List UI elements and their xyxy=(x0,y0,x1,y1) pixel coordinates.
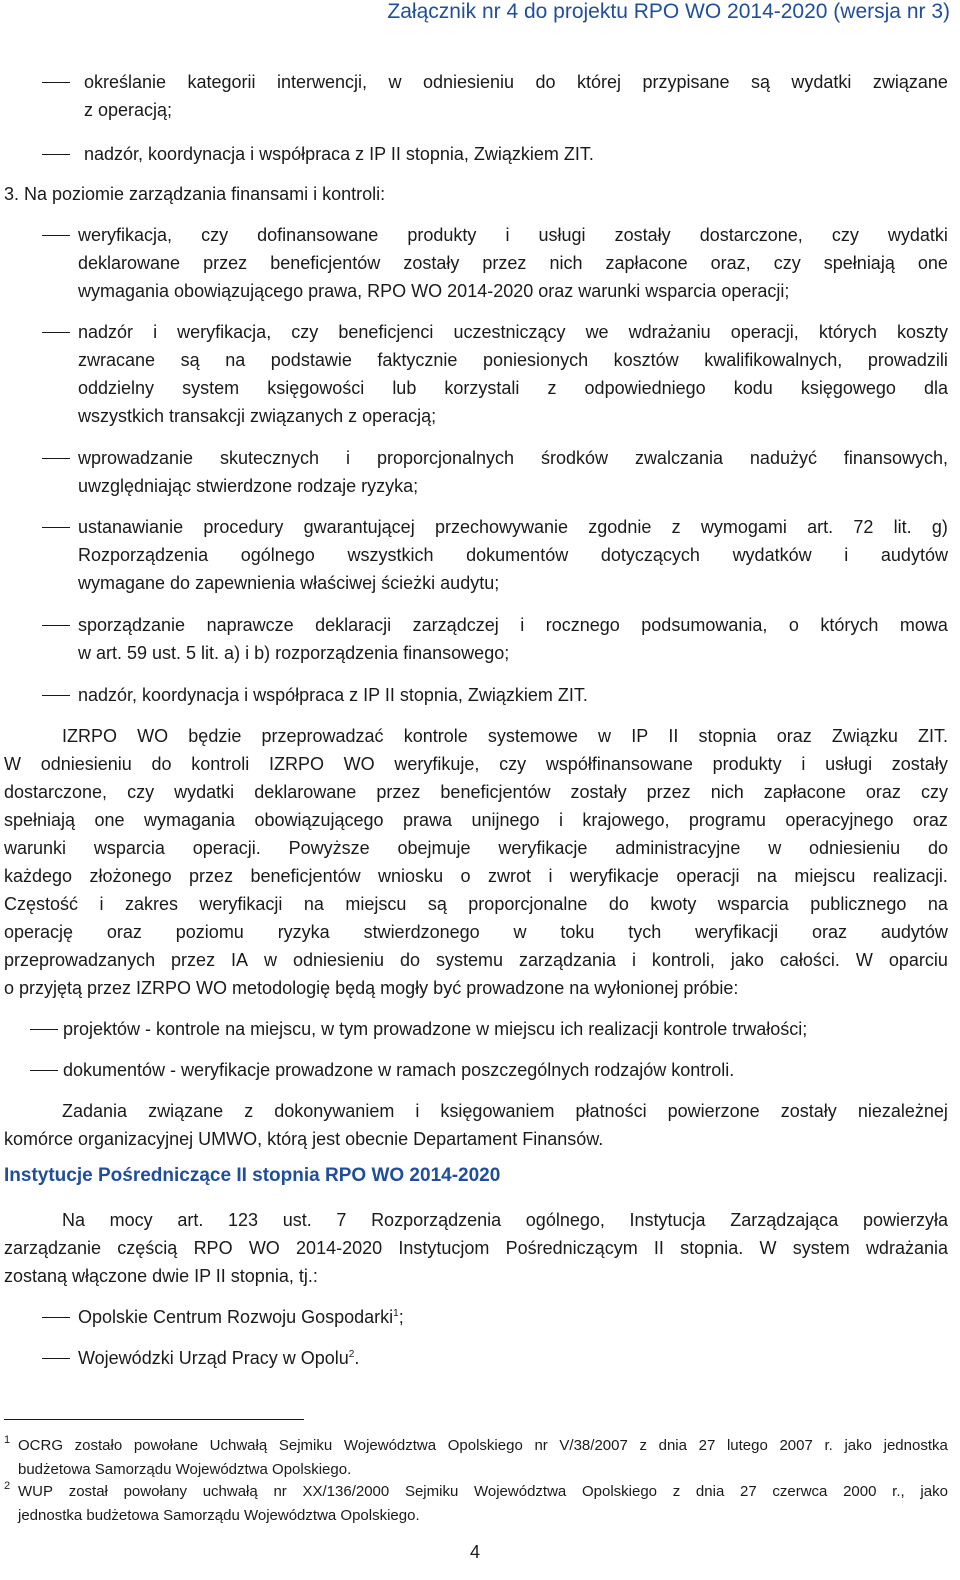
ip-name: Opolskie Centrum Rozwoju Gospodarki xyxy=(78,1307,394,1327)
bullet-line: określanie kategorii interwencji, w odniesieniu do której przypisane są wydatki związane xyxy=(84,72,948,92)
footnote-number: 1 xyxy=(4,1434,11,1446)
bullet-line: oddzielny system księgowości lub korzystali z odpowiedniego kodu księgowego dla xyxy=(78,378,948,398)
paragraph-line: zarządzanie częścią RPO WO 2014-2020 Instytucjom Pośredniczącym II stopnia. W system wdrażania xyxy=(4,1238,948,1258)
bullet-dash xyxy=(42,235,70,236)
bullet-line: Rozporządzenia ogólnego wszystkich dokumentów dotyczących wydatków i audytów xyxy=(78,545,948,565)
bullet-line: zwracane są na podstawie faktycznie poniesionych kosztów kwalifikowalnych, prowadzili xyxy=(78,350,948,370)
footnote-line: OCRG zostało powołane Uchwałą Sejmiku Województwa Opolskiego nr V/38/2007 z dnia 27 lutego 2007 r. jako jednostka xyxy=(18,1437,948,1454)
bullet-line: deklarowane przez beneficjentów zostały przez nich zapłacone oraz, czy spełniają one xyxy=(78,253,948,273)
bullet-dash xyxy=(30,1029,58,1030)
footnote-line: jednostka budżetowa Samorządu Województwa Opolskiego. xyxy=(18,1507,420,1524)
bullet-dash xyxy=(42,154,70,155)
paragraph-line: spełniają one wymagania obowiązującego prawa unijnego i krajowego, programu operacyjnego oraz xyxy=(4,810,948,830)
bullet-dash xyxy=(42,458,70,459)
bullet-line: nadzór, koordynacja i współpraca z IP II stopnia, Związkiem ZIT. xyxy=(84,144,594,164)
bullet-line: wymagane do zapewnienia właściwej ścieżki audytu; xyxy=(78,573,500,593)
bullet-dash xyxy=(42,82,70,83)
bullet-line: sporządzanie naprawcze deklaracji zarządczej i rocznego podsumowania, o których mowa xyxy=(78,615,948,635)
paragraph-line: komórce organizacyjnej UMWO, którą jest obecnie Departament Finansów. xyxy=(4,1129,604,1149)
bullet-dash xyxy=(42,625,70,626)
section-heading: Instytucje Pośredniczące II stopnia RPO WO 2014-2020 xyxy=(4,1165,501,1186)
bullet-dash xyxy=(42,332,70,333)
paragraph-line: o przyjętą przez IZRPO WO metodologię będą mogły być prowadzone na wyłonionej próbie: xyxy=(4,978,739,998)
bullet-line: nadzór i weryfikacja, czy beneficjenci uczestniczący we wdrażaniu operacji, których koszty xyxy=(78,322,948,342)
bullet-line: wprowadzanie skutecznych i proporcjonalnych środków zwalczania nadużyć finansowych, xyxy=(78,448,948,468)
bullet-dash xyxy=(42,1317,70,1318)
bullet-line: wszystkich transakcji związanych z operacją; xyxy=(78,406,437,426)
bullet-line: z operacją; xyxy=(84,100,173,120)
ip-name: Wojewódzki Urząd Pracy w Opolu xyxy=(78,1348,349,1368)
bullet-line: projektów - kontrole na miejscu, w tym prowadzone w miejscu ich realizacji kontrole trwałości; xyxy=(63,1019,808,1039)
paragraph-line: IZRPO WO będzie przeprowadzać kontrole systemowe w IP II stopnia oraz Związku ZIT. xyxy=(62,726,948,746)
bullet-dash xyxy=(42,527,70,528)
document-header: Załącznik nr 4 do projektu RPO WO 2014-2020 (wersja nr 3) xyxy=(387,0,950,23)
paragraph-line: operację oraz poziomu ryzyka stwierdzonego w toku tych weryfikacji oraz audytów xyxy=(4,922,948,942)
bullet-line: w art. 59 ust. 5 lit. a) i b) rozporządzenia finansowego; xyxy=(78,643,510,663)
ip-bullet-line xyxy=(78,1303,404,1331)
bullet-line: wymagania obowiązującego prawa, RPO WO 2014-2020 oraz warunki wsparcia operacji; xyxy=(78,281,790,301)
page-number: 4 xyxy=(470,1542,481,1562)
paragraph-line: Częstość i zakres weryfikacji na miejscu są proporcjonalne do kwoty wsparcia publicznego na xyxy=(4,894,948,914)
footnote-separator xyxy=(4,1419,304,1420)
paragraph-line: zostaną włączone dwie IP II stopnia, tj.: xyxy=(4,1266,318,1286)
punctuation: ; xyxy=(398,1307,404,1327)
bullet-line: nadzór, koordynacja i współpraca z IP II stopnia, Związkiem ZIT. xyxy=(78,685,588,705)
bullet-dash xyxy=(42,695,70,696)
paragraph-line: W odniesieniu do kontroli IZRPO WO weryfikuje, czy współfinansowane produkty i usługi zostały xyxy=(4,754,948,774)
footnote-line: budżetowa Samorządu Województwa Opolskiego. xyxy=(18,1461,352,1478)
bullet-line: weryfikacja, czy dofinansowane produkty i usługi zostały dostarczone, czy wydatki xyxy=(78,225,948,245)
footnote-ref[interactable]: 1 xyxy=(393,1308,399,1319)
paragraph-line: każdego złożonego przez beneficjentów wniosku o zwrot i weryfikacje operacji na miejscu realizacji. xyxy=(4,866,948,886)
bullet-line: uwzględniając stwierdzone rodzaje ryzyka; xyxy=(78,476,419,496)
paragraph-line: Na mocy art. 123 ust. 7 Rozporządzenia ogólnego, Instytucja Zarządzająca powierzyła xyxy=(62,1210,948,1230)
footnote-line: WUP został powołany uchwałą nr XX/136/2000 Sejmiku Województwa Opolskiego z dnia 27 czerwca 2000 r., jako xyxy=(18,1483,948,1500)
bullet-dash xyxy=(42,1358,70,1359)
footnote-ref[interactable]: 2 xyxy=(348,1349,355,1360)
punctuation: . xyxy=(354,1348,360,1368)
paragraph-line: przeprowadzanych przez IA w odniesieniu do systemu zarządzania i kontroli, jako całości. W oparciu xyxy=(4,950,948,970)
ip-bullet-line xyxy=(78,1344,359,1372)
section3-title: 3. Na poziomie zarządzania finansami i kontroli: xyxy=(4,184,386,204)
bullet-dash xyxy=(30,1070,58,1071)
paragraph-line: Zadania związane z dokonywaniem i księgowaniem płatności powierzone zostały niezależnej xyxy=(62,1101,948,1121)
bullet-line: dokumentów - weryfikacje prowadzone w ramach poszczególnych rodzajów kontroli. xyxy=(63,1060,735,1080)
footnote-number: 2 xyxy=(4,1480,11,1492)
bullet-line: ustanawianie procedury gwarantującej przechowywanie zgodnie z wymogami art. 72 lit. g) xyxy=(78,517,948,537)
paragraph-line: warunki wsparcia operacji. Powyższe obejmuje weryfikacje administracyjne w odniesieniu do xyxy=(4,838,948,858)
paragraph-line: dostarczone, czy wydatki deklarowane przez beneficjentów zostały przez nich zapłacone oraz czy xyxy=(4,782,948,802)
